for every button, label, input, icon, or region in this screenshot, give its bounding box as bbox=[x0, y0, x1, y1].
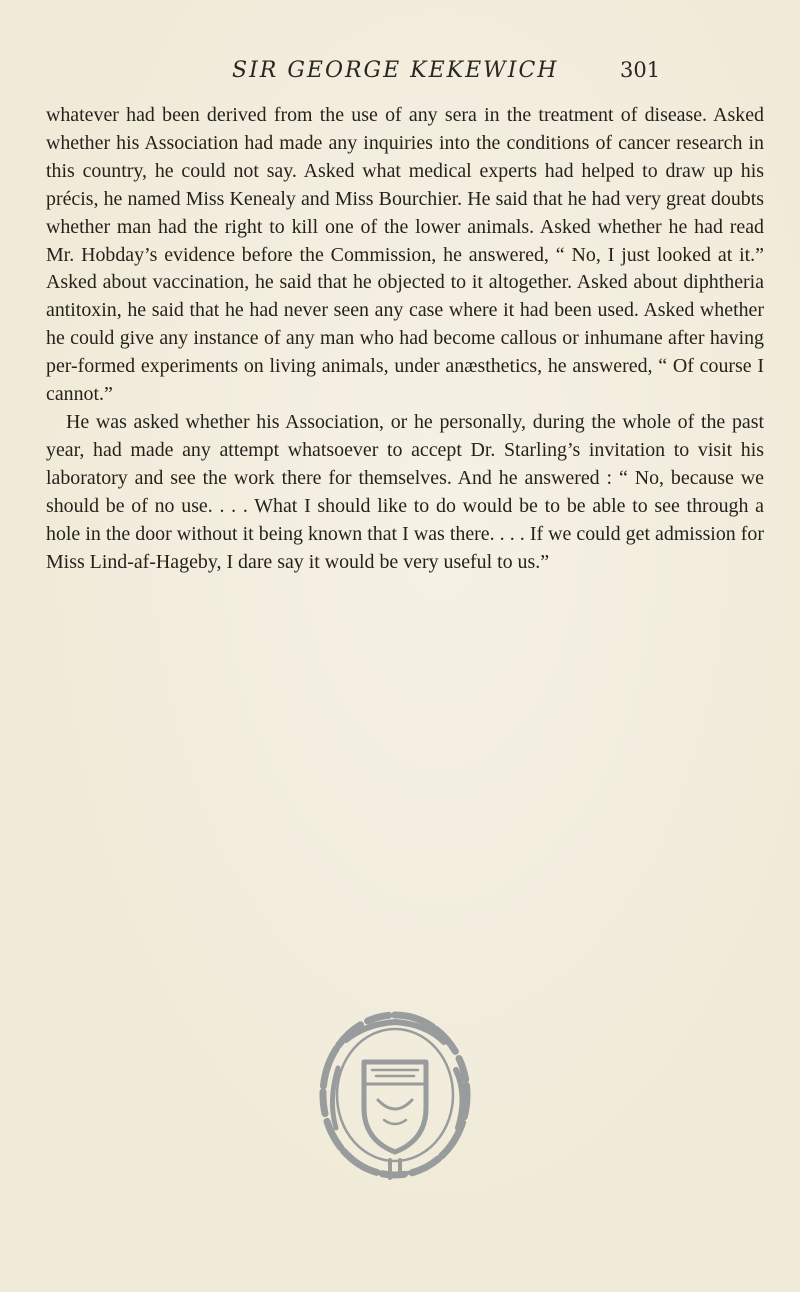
library-stamp-icon bbox=[306, 1000, 484, 1186]
running-head bbox=[0, 58, 800, 88]
page-number: 301 bbox=[620, 58, 661, 82]
paragraph-1: whatever had been derived from the use of any sera in the treatment of disease. Asked whether his Association had made any inquiries into the conditions of cancer research in this country, he could not say. Asked what medical experts had helped to draw up his précis, he named Miss Kenealy and Miss Bourchier. He said that he had very great doubts whether man had the right to kill one of the lower animals. Asked whether he had read Mr. Hobday’s evidence before the Commission, he answered, “ No, I just looked at it.” Asked about vaccination, he said that he objected to it altogether. Asked about diphtheria antitoxin, he said that he had never seen any case where it had been used. Asked whether he could give any instance of any man who had become callous or inhumane after having per-formed experiments on living animals, under anæsthetics, he answered, “ Of course I cannot.” bbox=[46, 104, 764, 406]
paragraph-2: He was asked whether his Association, or he personally, during the whole of the past year, had made any attempt whatsoever to accept Dr. Starling’s invitation to visit his laboratory and see the work there for themselves. And he answered : “ No, because we should be of no use. . . . What I should like to do would be to be able to see through a hole in the door without it being known that I was there. . . . If we could get admission for Miss Lind-af-Hageby, I dare say it would be very useful to us.” bbox=[46, 410, 764, 573]
body-text bbox=[46, 102, 764, 576]
running-title: SIR GEORGE KEKEWICH bbox=[232, 58, 559, 83]
